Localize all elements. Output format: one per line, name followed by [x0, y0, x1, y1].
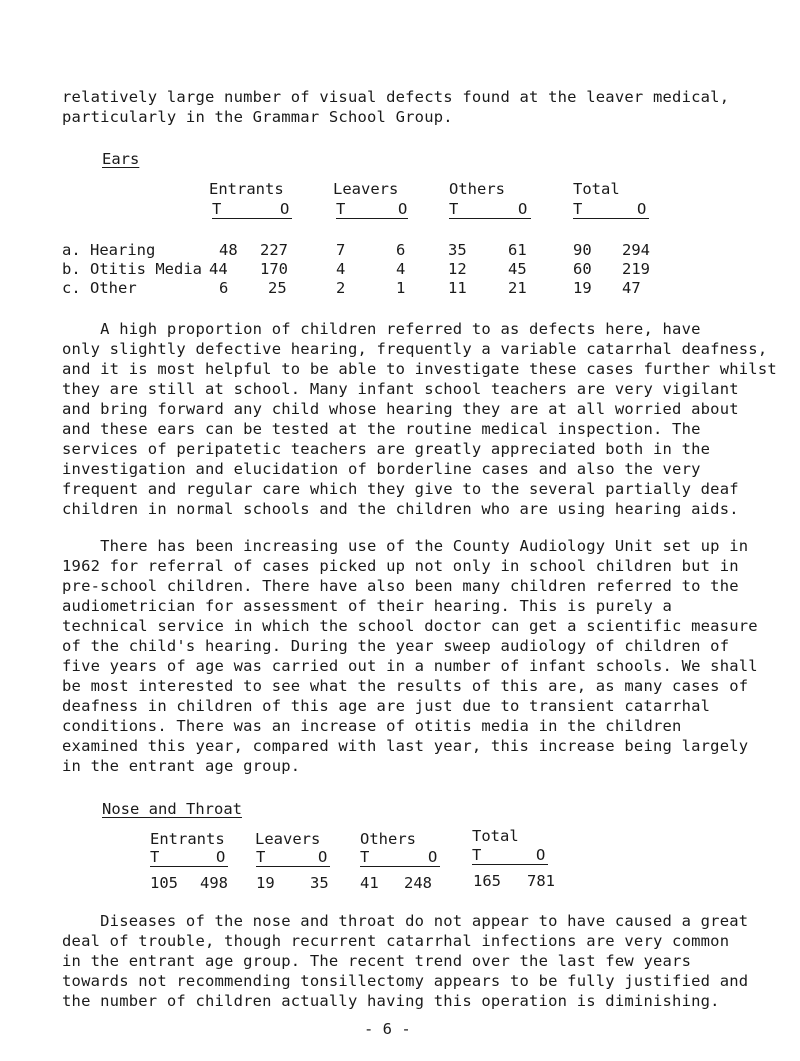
paragraph-line: deafness in children of this age are just due to transient catarrhal: [62, 697, 711, 715]
nose-group-leavers: Leavers: [255, 830, 321, 848]
nose-subhead-others: [360, 848, 440, 867]
cell: 7: [336, 241, 346, 259]
paragraph-line: deal of trouble, though recurrent catarrhal infections are very common: [62, 932, 730, 950]
cell: 35: [310, 874, 329, 892]
ears-group-entrants: Entrants: [209, 180, 284, 198]
subhead-o: O: [536, 846, 546, 864]
cell: 61: [508, 241, 527, 259]
paragraph-line: in the entrant age group. The recent trend over the last few years: [62, 952, 692, 970]
subhead-o: O: [280, 200, 290, 218]
paragraph-line: investigation and elucidation of borderline cases and also the very: [62, 460, 701, 478]
ears-subhead-leavers: [336, 200, 408, 219]
paragraph-line: and it is most helpful to be able to investigate these cases further whilst: [62, 360, 777, 378]
cell: 25: [268, 279, 287, 297]
subhead-o: O: [637, 200, 647, 218]
paragraph-line: and bring forward any child whose hearing they are at all worried about: [62, 400, 739, 418]
cell: 219: [622, 260, 650, 278]
paragraph-line: in the entrant age group.: [62, 757, 301, 775]
nose-group-others: Others: [360, 830, 416, 848]
cell: 6: [219, 279, 229, 297]
subhead-t: T: [336, 200, 346, 218]
cell: 12: [448, 260, 467, 278]
ears-group-leavers: Leavers: [333, 180, 399, 198]
cell: 248: [404, 874, 432, 892]
cell: 47: [622, 279, 641, 297]
cell: 781: [527, 872, 555, 890]
cell: 170: [260, 260, 288, 278]
row-label: c. Other: [62, 279, 137, 297]
paragraph-line: they are still at school. Many infant school teachers are very vigilant: [62, 380, 739, 398]
nose-subhead-entrants: [150, 848, 228, 867]
paragraph-line: audiometrician for assessment of their hearing. This is purely a: [62, 597, 673, 615]
cell: 90: [573, 241, 592, 259]
ears-group-total: Total: [573, 180, 620, 198]
cell: 4: [336, 260, 346, 278]
paragraph-line: children in normal schools and the children who are using hearing aids.: [62, 500, 739, 518]
subhead-o: O: [428, 848, 438, 866]
cell: 165: [473, 872, 501, 890]
subhead-t: T: [573, 200, 583, 218]
nose-subhead-leavers: [256, 848, 330, 867]
subhead-o: O: [398, 200, 408, 218]
ears-group-others: Others: [449, 180, 505, 198]
ears-subhead-entrants: [212, 200, 292, 219]
subhead-t: T: [360, 848, 370, 866]
cell: 11: [448, 279, 467, 297]
cell: 35: [448, 241, 467, 259]
subhead-o: O: [216, 848, 226, 866]
paragraph-line: A high proportion of children referred to as defects here, have: [62, 320, 701, 338]
nose-group-entrants: Entrants: [150, 830, 225, 848]
paragraph-line: and these ears can be tested at the routine medical inspection. The: [62, 420, 701, 438]
paragraph-line: frequent and regular care which they give to the several partially deaf: [62, 480, 739, 498]
paragraph-line: be most interested to see what the results of this are, as many cases of: [62, 677, 749, 695]
intro-line: particularly in the Grammar School Group.: [62, 108, 453, 126]
cell: 498: [200, 874, 228, 892]
paragraph-line: pre-school children. There have also been many children referred to the: [62, 577, 739, 595]
nose-group-total: Total: [472, 827, 519, 845]
ears-subhead-others: [449, 200, 531, 219]
paragraph-line: examined this year, compared with last year, this increase being largely: [62, 737, 749, 755]
subhead-o: O: [518, 200, 528, 218]
cell: 19: [256, 874, 275, 892]
cell: 48: [219, 241, 238, 259]
cell: 60: [573, 260, 592, 278]
ears-subhead-total: [573, 200, 649, 219]
nose-throat-heading: Nose and Throat: [102, 800, 242, 818]
paragraph-line: Diseases of the nose and throat do not appear to have caused a great: [62, 912, 749, 930]
subhead-t: T: [449, 200, 459, 218]
paragraph-line: of the child's hearing. During the year sweep audiology of children of: [62, 637, 730, 655]
paragraph-line: the number of children actually having this operation is diminishing.: [62, 992, 720, 1010]
cell: 6: [396, 241, 406, 259]
page-number: - 6 -: [364, 1020, 411, 1038]
cell: 19: [573, 279, 592, 297]
subhead-t: T: [150, 848, 160, 866]
cell: 1: [396, 279, 406, 297]
subhead-t: T: [472, 846, 482, 864]
paragraph-line: towards not recommending tonsillectomy appears to be fully justified and: [62, 972, 749, 990]
cell: 21: [508, 279, 527, 297]
cell: 105: [150, 874, 178, 892]
intro-line: relatively large number of visual defects found at the leaver medical,: [62, 88, 730, 106]
subhead-o: O: [318, 848, 328, 866]
paragraph-line: services of peripatetic teachers are greatly appreciated both in the: [62, 440, 711, 458]
ears-heading: Ears: [102, 150, 140, 168]
cell: 227: [260, 241, 288, 259]
subhead-t: T: [212, 200, 222, 218]
row-label: b. Otitis Media: [62, 260, 202, 278]
cell: 41: [360, 874, 379, 892]
subhead-t: T: [256, 848, 266, 866]
paragraph-line: There has been increasing use of the County Audiology Unit set up in: [62, 537, 749, 555]
nose-subhead-total: [472, 846, 548, 865]
paragraph-line: five years of age was carried out in a number of infant schools. We shall: [62, 657, 758, 675]
cell: 44: [209, 260, 228, 278]
cell: 294: [622, 241, 650, 259]
cell: 45: [508, 260, 527, 278]
paragraph-line: 1962 for referral of cases picked up not only in school children but in: [62, 557, 739, 575]
cell: 4: [396, 260, 406, 278]
row-label: a. Hearing: [62, 241, 156, 259]
paragraph-line: conditions. There was an increase of otitis media in the children: [62, 717, 682, 735]
cell: 2: [336, 279, 346, 297]
paragraph-line: technical service in which the school doctor can get a scientific measure: [62, 617, 758, 635]
paragraph-line: only slightly defective hearing, frequently a variable catarrhal deafness,: [62, 340, 768, 358]
